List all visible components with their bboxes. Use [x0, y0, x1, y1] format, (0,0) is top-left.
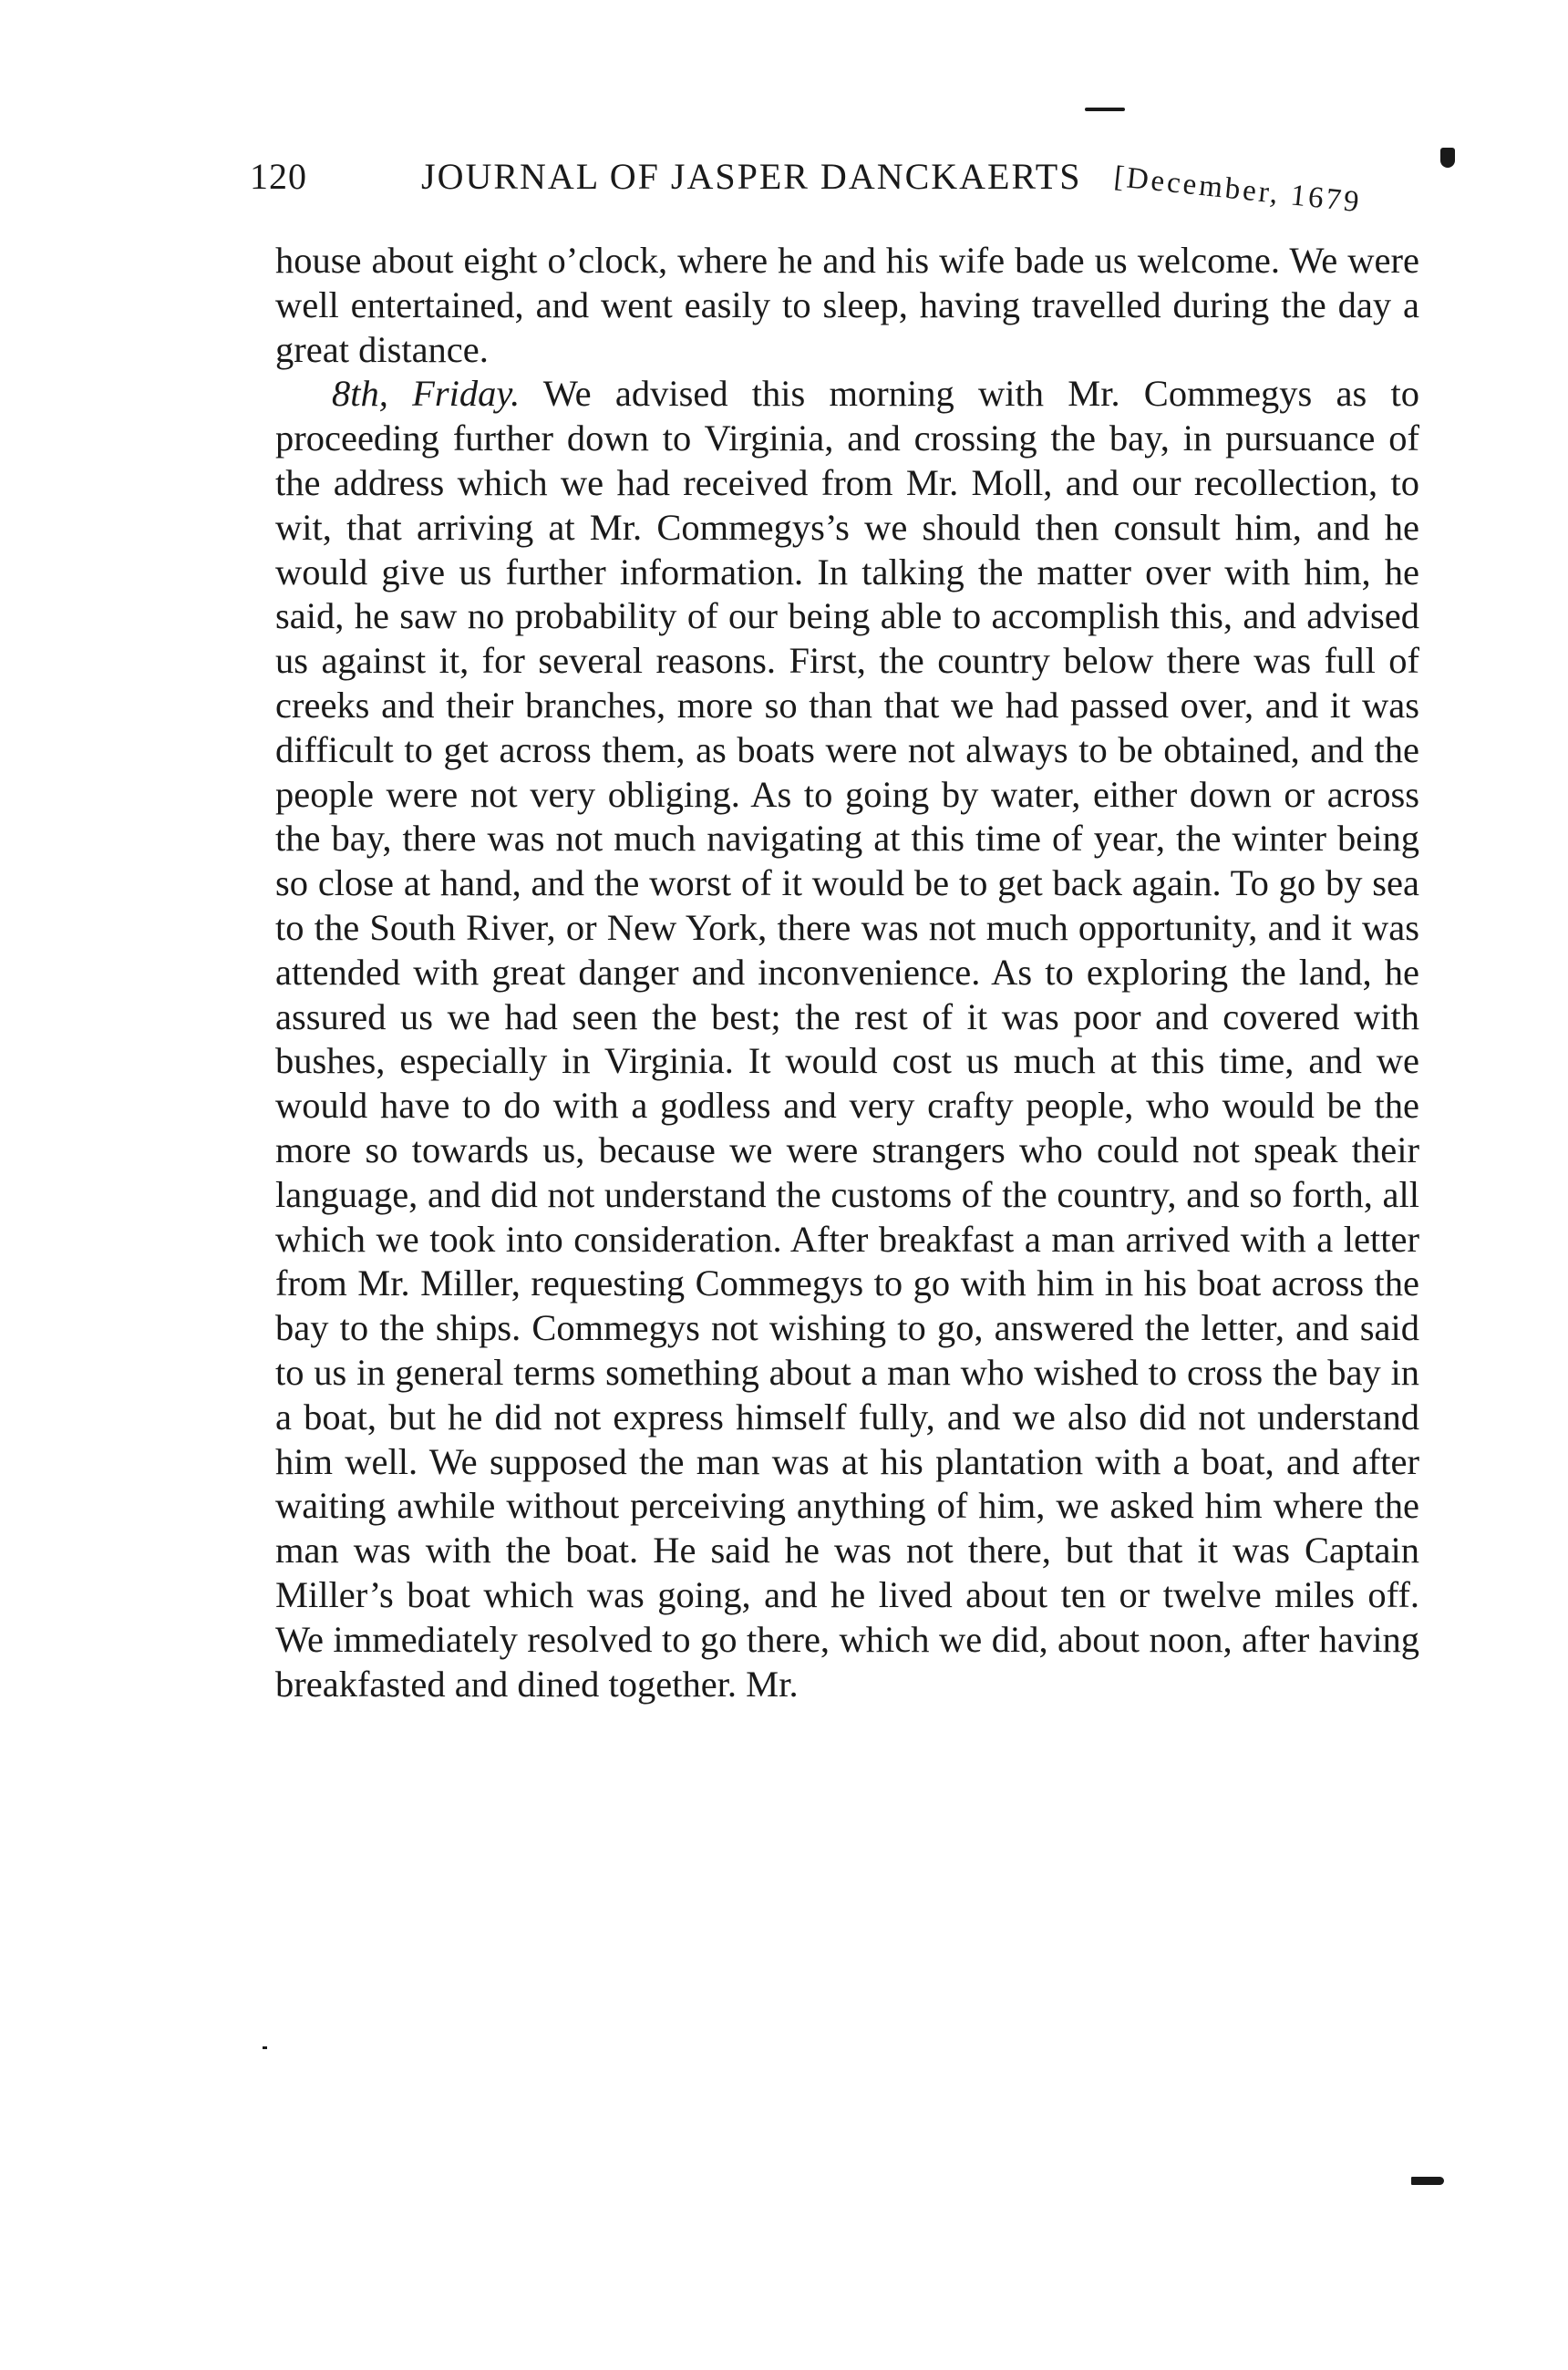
running-head [250, 155, 1462, 220]
running-title: JOURNAL OF JASPER DANCKAERTS [421, 156, 1082, 197]
scan-speck [1411, 2177, 1444, 2185]
entry-date: 8th, Friday. [332, 373, 521, 415]
paragraph-text: We advised this morning with Mr. Commegys as to proceeding further down to Virginia, and crossing the bay, in pursuance of the address which we had received from Mr. Moll, and our recollection, to wit, that arriving at Mr. Commegys’s we should then consult him, and he would give us further information. In talking the matter over with him, he said, he saw no probability of our being able to accomplish this, and advised us against it, for several reasons. First, the country below there was full of creeks and their branches, more so than that we had passed over, and it was difficult to get across them, as boats were not always to be obtained, and the people were not very obliging. As to going by water, either down or across the bay, there was not much navigating at this time of year, the winter being so close at hand, and the worst of it would be to get back again. To go by sea to the South River, or New York, there was not much opportunity, and it was attended with great danger and inconvenience. As to exploring the land, he assured us we had seen the best; the rest of it was poor and covered with bushes, especially in Virginia. It would cost us much at this time, and we would have to do with a godless and very crafty people, who would be the more so towards us, because we were strangers who could not speak their language, and did not understand the customs of the country, and so forth, all which we took into consideration. After breakfast a man arrived with a letter from Mr. Miller, requesting Commegys to go with him in his boat across the bay to the ships. Commegys not wishing to go, answered the letter, and said to us in general terms something about a man who wished to cross the bay in a boat, but he did not express himself fully, and we also did not understand him well. We supposed the man was at his plantation with a boat, and after waiting awhile without perceiving anything of him, we asked him where the man was with the boat. He said he was not there, but that it was Captain Miller’s boat which was going, and he lived about ten or twelve miles off. We immediately resolved to go there, which we did, about noon, after having breakfasted and dined together. Mr. [275, 373, 1419, 1705]
scan-speck [1085, 108, 1125, 111]
paragraph-entry [275, 372, 1419, 1706]
body-text [275, 239, 1419, 1706]
page-number: 120 [250, 156, 307, 197]
scan-speck [263, 2046, 267, 2049]
paragraph: house about eight o’clock, where he and his wife bade us welcome. We were well entertained, and went easily to sleep, having travelled during the day a great distance. [275, 240, 1419, 370]
running-date: [December, 1679 [1112, 160, 1364, 220]
